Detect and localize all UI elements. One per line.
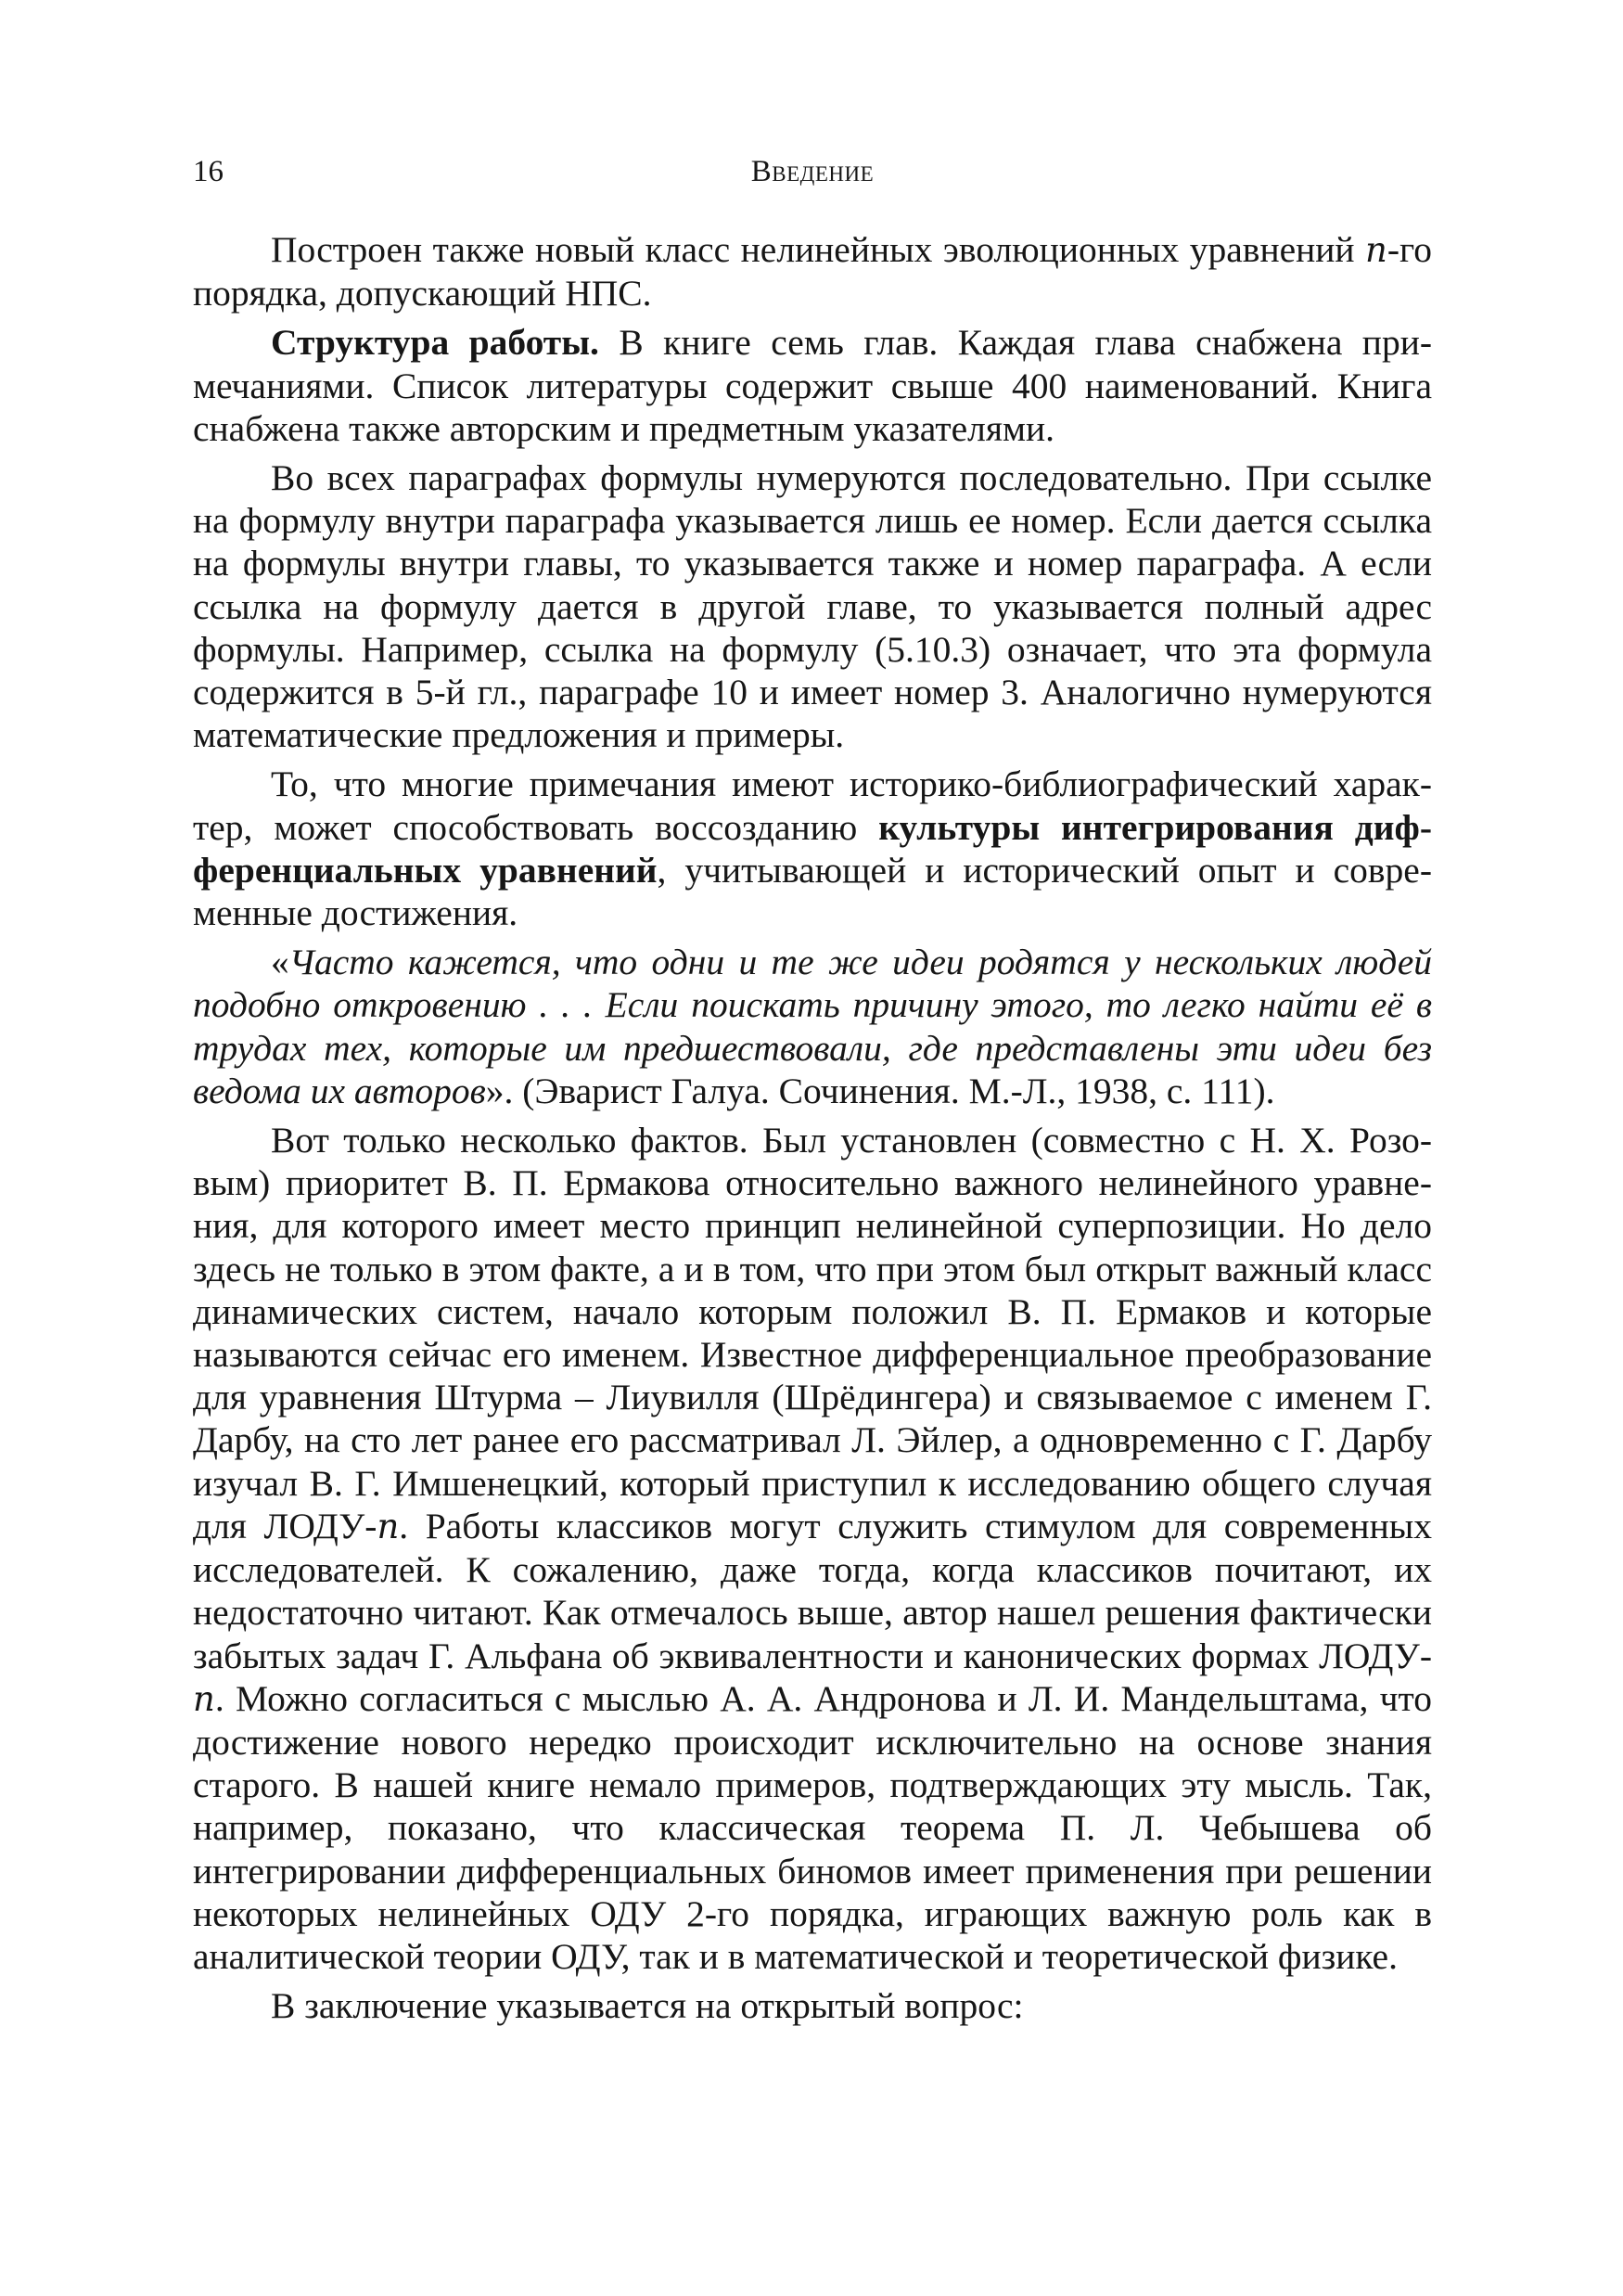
paragraph	[193, 228, 1432, 314]
text-run: ». (Эварист Галуа. Сочинения. М.-Л., 1938, с. 111).	[485, 1070, 1275, 1111]
paragraph	[193, 1984, 1432, 2027]
math-variable: n	[377, 1506, 400, 1546]
paragraph	[193, 763, 1432, 934]
text-run: Построен также новый класс нелинейных эволюционных уравнений	[271, 229, 1366, 270]
text-run: В заключение указывается на открытый вопрос:	[271, 1985, 1024, 2027]
page-header	[193, 148, 1432, 195]
page-number: 16	[193, 155, 224, 188]
bold-text-run: Структура работы.	[271, 322, 599, 364]
paragraph	[193, 941, 1432, 1112]
italic-text-run: Часто кажется, что одни и те же идеи родятся у нескольких людей подобно откровению . . . Если поискать причину этого, то легко найти её в трудах тех, которые им предшествовали, где представлены эти идеи без ведома их авторов	[193, 942, 1432, 1111]
text-run: «	[271, 942, 289, 983]
paragraph	[193, 456, 1432, 756]
text-run: Во всех параграфах формулы нумеруются последовательно. При ссылке на формулу внутри параграфа указывается лишь ее номер. Если дается ссылка на формулы внутри главы, то указывается также и номер параграфа. А если ссылка на формулу дается в другой главе, то указывается полный адрес формулы. Например, ссылка на формулу (5.10.3) означает, что эта формула содержится в 5-й гл., параграфе 10 и имеет номер 3. Аналогично нумеруются математические предложения и примеры.	[193, 457, 1432, 756]
text-run: . Можно согласиться с мыслью А. А. Андронова и Л. И. Мандельштама, что достижение нового нередко происходит исключительно на основе знания старого. В нашей книге немало примеров, подтверждающих эту мысль. Так, например, показано, что классическая теорема П. Л. Чебышева об интегрировании дифференциальных биномов имеет применения при решении некоторых нелинейных ОДУ 2-го порядка, играющих важную роль как в аналитической теории ОДУ, так и в математической и теоретической физике.	[193, 1677, 1432, 1977]
text-run: То, что многие примечания имеют историко-библиографический характер, может способствовать воссозданию	[193, 763, 1432, 848]
text-body	[193, 228, 1432, 2033]
math-variable: n	[1365, 230, 1387, 270]
text-run: -го порядка, допускающий НПС.	[193, 229, 1432, 314]
paragraph	[193, 1119, 1432, 1978]
bold-text-run: культуры интегрирования дифференциальных уравнений	[193, 806, 1432, 891]
text-run: , учитывающей и исторический опыт и современные достижения.	[193, 849, 1433, 934]
running-head: Введение	[750, 155, 875, 188]
text-run: В книге семь глав. Каждая глава снабжена примечаниями. Список литературы содержит свыше 400 наименований. Книга снабжена также авторским и предметным указателями.	[193, 322, 1432, 449]
math-variable: n	[193, 1678, 215, 1719]
text-run: . Работы классиков могут служить стимулом для современных исследователей. К сожалению, даже тогда, когда классиков почитают, их недостаточно читают. Как отмечалось выше, автор нашел решения фактически забытых задач Г. Альфана об эквивалентности и канонических формах ЛОДУ-	[193, 1505, 1433, 1676]
text-run: Вот только несколько фактов. Был установлен (совместно с Н. Х. Розовым) приоритет В. П. Ермакова относительно важного нелинейного уравнения, для которого имеет место принцип нелинейной суперпозиции. Но дело здесь не только в этом факте, а и в том, что при этом был открыт важный класс динамических систем, начало которым положил В. П. Ермаков и которые называются сейчас его именем. Известное дифференциальное преобразование для уравнения Штурма – Лиувилля (Шрёдингера) и связываемое с именем Г. Дарбу, на сто лет ранее его рассматривал Л. Эйлер, а одновременно с Г. Дарбу изучал В. Г. Имшенецкий, который приступил к исследованию общего случая для ЛОДУ-	[193, 1120, 1432, 1546]
paragraph	[193, 321, 1432, 450]
